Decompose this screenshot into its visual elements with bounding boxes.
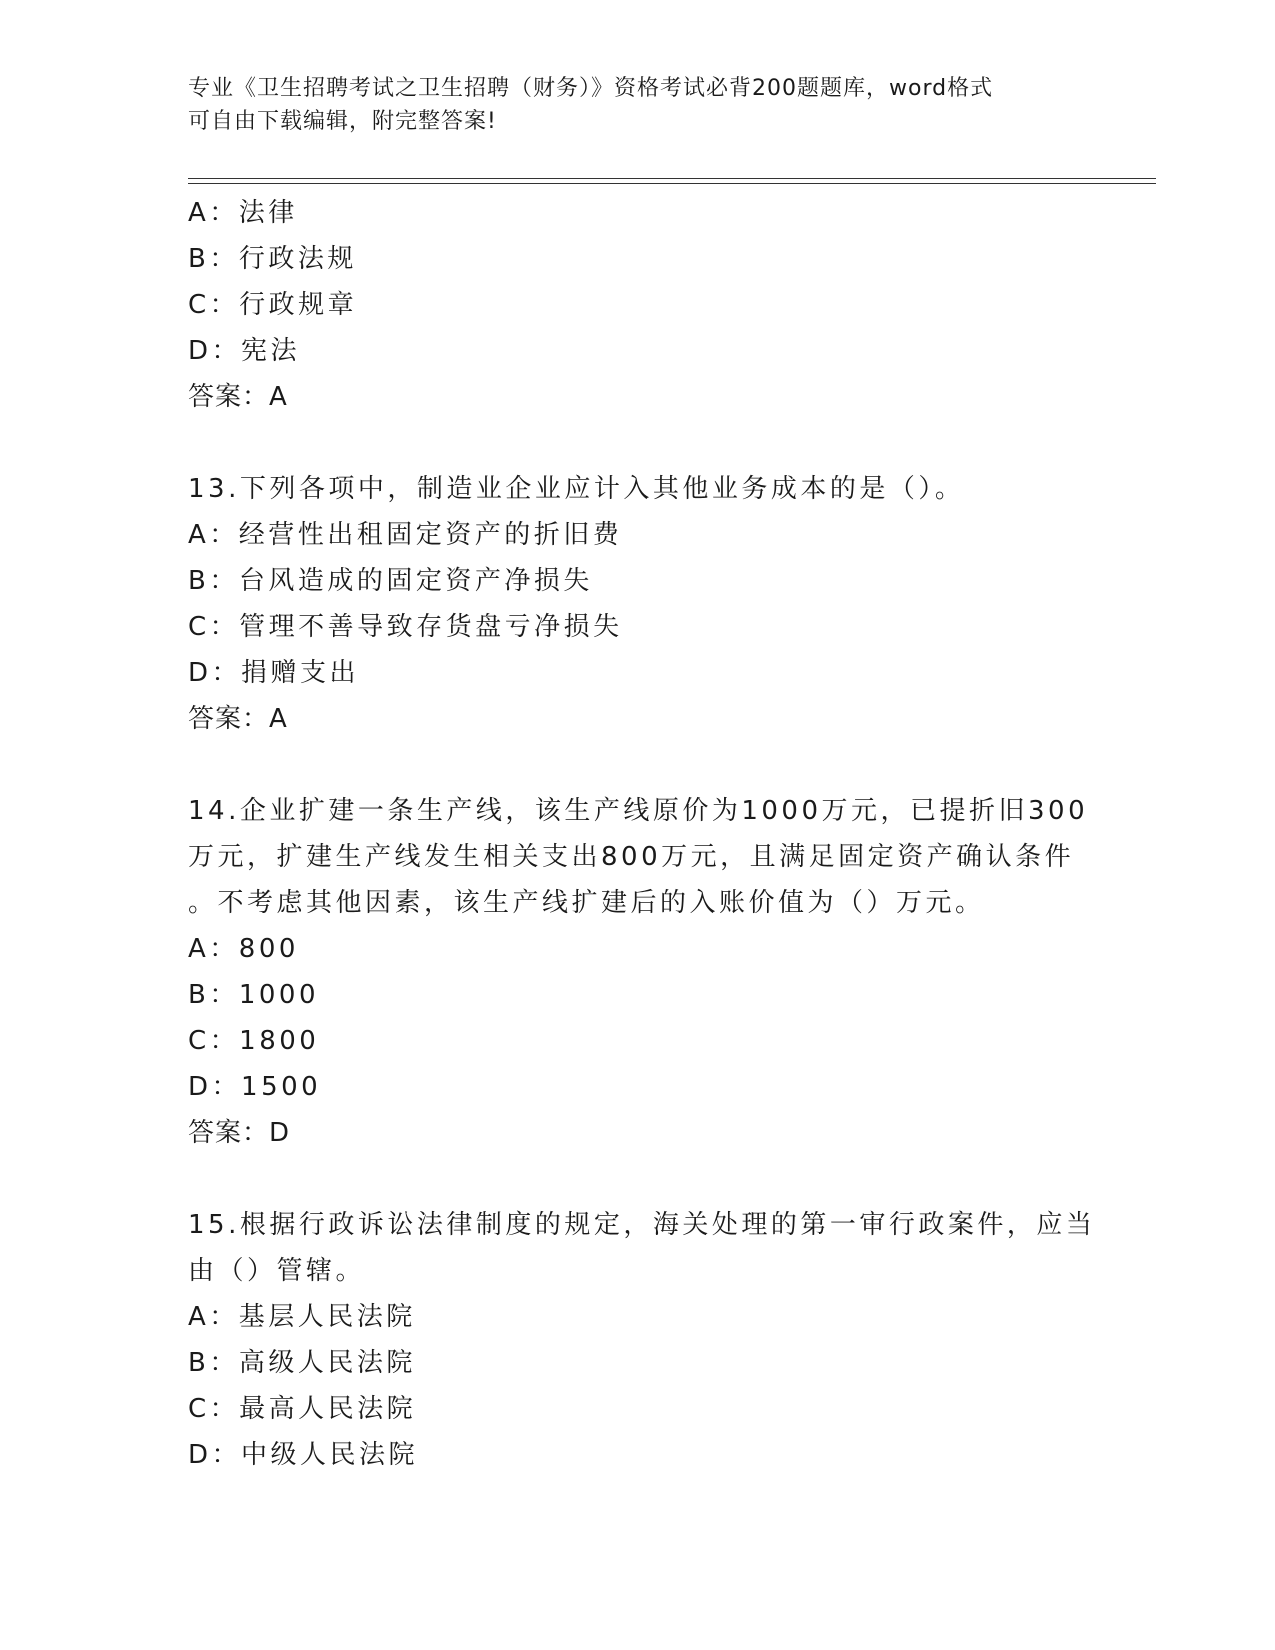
answer-line: 答案：A	[188, 382, 288, 412]
question-15	[188, 1202, 1096, 1478]
question-14	[188, 788, 1088, 1156]
option-d: D：宪法	[188, 336, 301, 366]
option-a: A：800	[188, 934, 299, 964]
option-c: C：最高人民法院	[188, 1394, 417, 1424]
question-stem-line-1: 15.根据行政诉讼法律制度的规定，海关处理的第一审行政案件，应当	[188, 1210, 1096, 1240]
option-a: A：法律	[188, 198, 298, 228]
header-rule-top	[188, 178, 1156, 179]
header-rule-bottom	[188, 183, 1156, 184]
spacer	[188, 1156, 1088, 1202]
option-b: B：行政法规	[188, 244, 357, 274]
option-d: D：中级人民法院	[188, 1440, 419, 1470]
question-stem-line-2: 由（）管辖。	[188, 1256, 366, 1286]
option-c: C：管理不善导致存货盘亏净损失	[188, 612, 623, 642]
option-d: D：捐赠支出	[188, 658, 360, 688]
option-b: B：台风造成的固定资产净损失	[188, 566, 593, 596]
question-list	[188, 190, 1096, 1478]
question-12	[188, 190, 1088, 420]
spacer	[188, 420, 1088, 466]
option-b: B：高级人民法院	[188, 1348, 416, 1378]
option-d: D：1500	[188, 1072, 322, 1102]
answer-line: 答案：D	[188, 1118, 291, 1148]
option-b: B：1000	[188, 980, 320, 1010]
question-stem-line-2: 万元，扩建生产线发生相关支出800万元，且满足固定资产确认条件	[188, 842, 1075, 872]
document-header	[188, 72, 1068, 138]
question-stem: 13.下列各项中，制造业企业应计入其他业务成本的是（）。	[188, 474, 965, 504]
header-title-line-1: 专业《卫生招聘考试之卫生招聘（财务）》资格考试必背200题题库，word格式	[188, 76, 994, 101]
option-c: C：1800	[188, 1026, 320, 1056]
option-c: C：行政规章	[188, 290, 358, 320]
header-title-line-2: 可自由下载编辑，附完整答案!	[188, 109, 497, 134]
question-stem-line-1: 14.企业扩建一条生产线，该生产线原价为1000万元，已提折旧300	[188, 796, 1089, 826]
question-stem-line-3: 。不考虑其他因素，该生产线扩建后的入账价值为（）万元。	[188, 888, 985, 918]
option-a: A：基层人民法院	[188, 1302, 416, 1332]
answer-line: 答案：A	[188, 704, 288, 734]
option-a: A：经营性出租固定资产的折旧费	[188, 520, 623, 550]
question-13	[188, 466, 1088, 742]
spacer	[188, 742, 1088, 788]
